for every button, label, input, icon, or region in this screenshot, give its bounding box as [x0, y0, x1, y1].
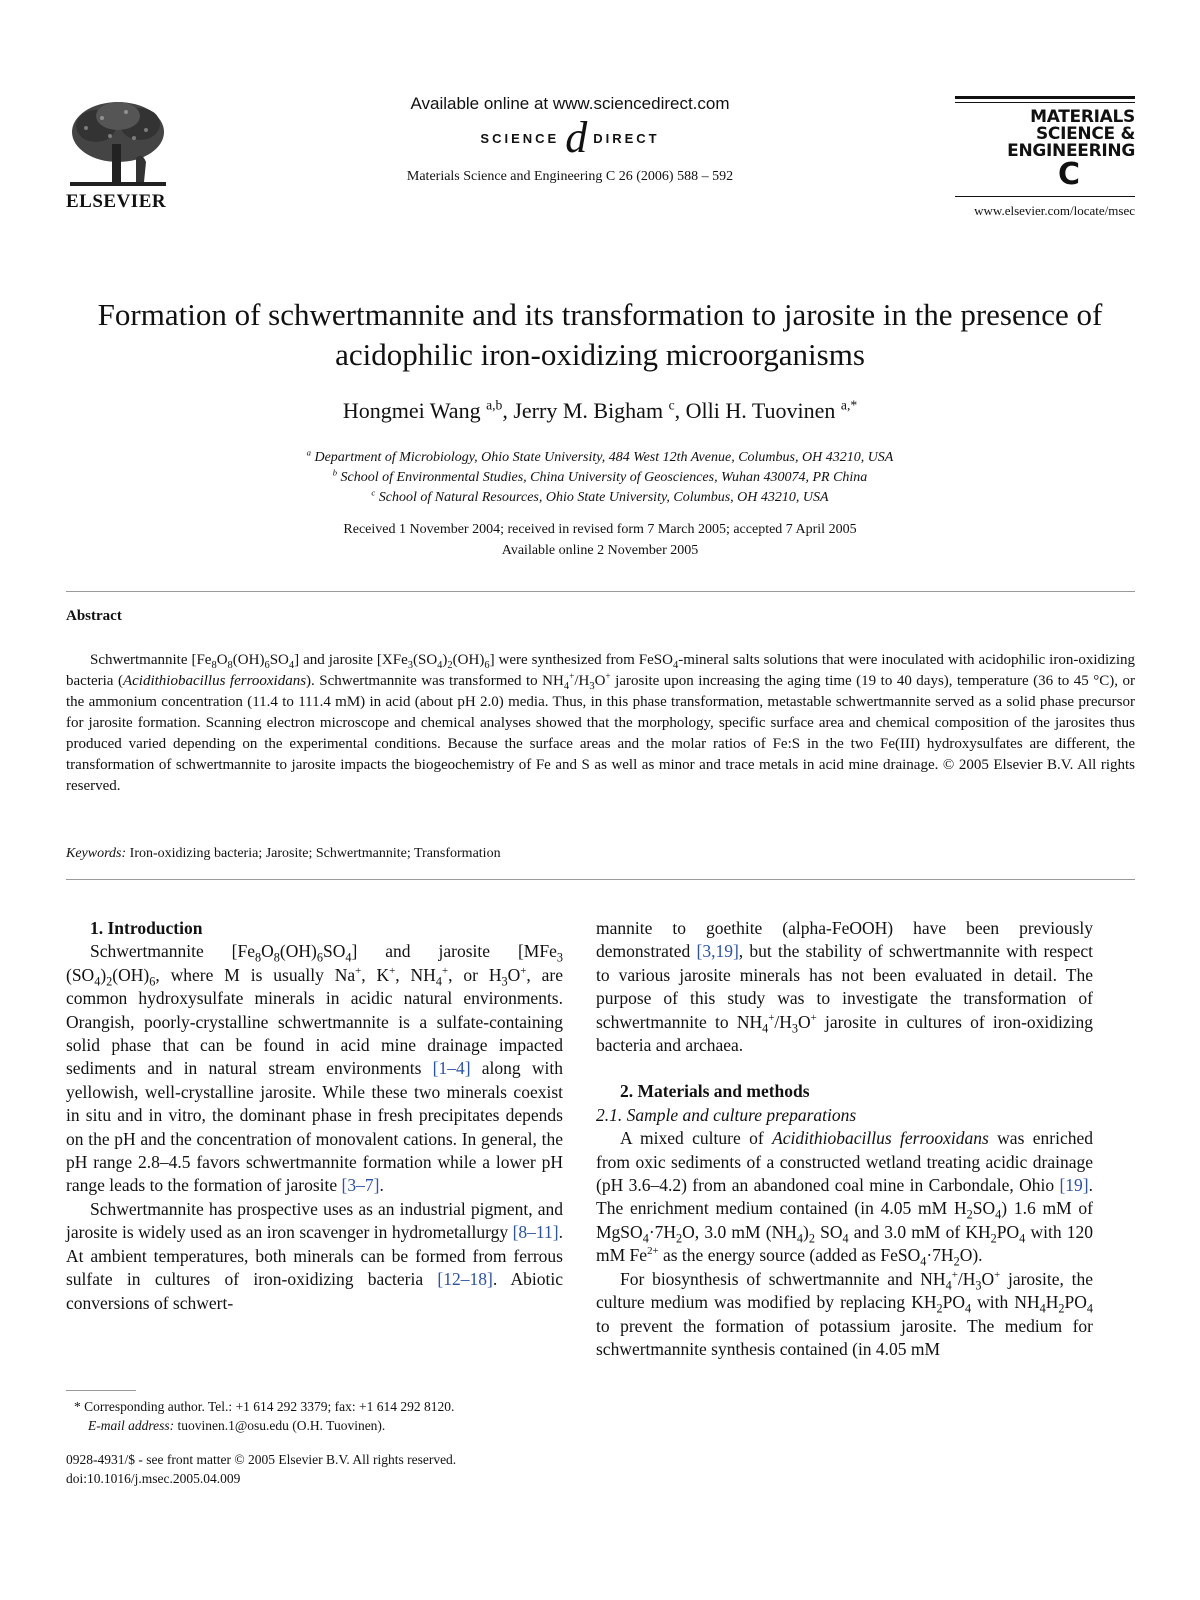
paragraph: Schwertmannite $[Fe_8O_8(OH)_6SO_4]$ and jarosite [MFe$_3$ $(SO_4)_2(OH)_6$, where M is usually Na+, K+, $NH_4^+$, or $H_3O^+$, are common hydroxysulfate minerals in acidic natural environments. Orangish, poorly-crystalline schwertmannite is a sulfate-containing solid phase that can be found in acid mine drainage impacted sediments and in natural stream environments [1–4] along with yellowish, well-crystalline jarosite. While these two minerals coexist in situ and in vitro, the dominant phase in fresh precipitates depends on the pH and the concentration of monovalent cations. In general, the pH range 2.8–4.5 favors schwertmannite formation while a lower pH range leads to the formation of jarosite [3–7].	[66, 941, 563, 1196]
front-matter	[66, 1450, 456, 1488]
online-date: Available online 2 November 2005	[501, 543, 699, 558]
sd-logo-right: DIRECT	[593, 130, 660, 146]
affiliation-text: Department of Microbiology, Ohio State University, 484 West 12th Avenue, Columbus, OH 43210, USA	[314, 450, 894, 465]
footnote	[66, 1397, 563, 1435]
affiliation	[60, 488, 1140, 508]
author-affil-mark: a,b	[486, 397, 503, 413]
author-separator: ,	[674, 398, 686, 423]
author-name[interactable]: Jerry M. Bigham	[513, 398, 664, 423]
affiliation-mark: c	[371, 487, 376, 498]
article-dates	[60, 519, 1140, 561]
elsevier-logo	[66, 98, 176, 213]
journal-logo-line: ENGINEERING	[1007, 141, 1135, 161]
paragraph: A mixed culture of Acidithiobacillus ferrooxidans was enriched from oxic sediments of a constructed wetland treating acidic drainage (pH 3.6–4.2) from an abandoned coal mine in Carbondale, Ohio [19]. The enrichment medium contained (in 4.05 mM $H_2SO_4$) 1.6 mM of $MgSO_4\cdot 7H_2O$, 3.0 mM $(NH_4)_2$ $SO_4$ and 3.0 mM of $KH_2PO_4$ with 120 mM $Fe^{2+}$ as the energy source (added as $FeSO_4\cdot 7H_2O$).	[596, 1128, 1093, 1269]
affiliation	[60, 448, 1140, 468]
journal-logo-rule	[955, 96, 1135, 99]
article-title: Formation of schwertmannite and its transformation to jarosite in the presence of acidophilic iron-oxidizing microorganisms	[97, 297, 1103, 372]
author-name[interactable]: Olli H. Tuovinen	[685, 398, 836, 423]
divider	[66, 591, 1135, 592]
footnote-rule	[66, 1390, 136, 1391]
email-address[interactable]: tuovinen.1@osu.edu (O.H. Tuovinen).	[177, 1418, 386, 1433]
paragraph: Schwertmannite has prospective uses as an industrial pigment, and jarosite is widely used as an iron scavenger in hydrometallurgy [8–11]. At ambient temperatures, both minerals can be formed from ferrous sulfate in cultures of iron-oxidizing bacteria [12–18]. Abiotic conversions of schwert-	[66, 1198, 563, 1313]
email-line	[66, 1416, 563, 1435]
abstract-copyright: © 2005 Elsevier B.V. All rights reserved.	[66, 757, 1135, 794]
abstract-body	[66, 650, 1135, 797]
issn-line: 0928-4931/$ - see front matter © 2005 Elsevier B.V. All rights reserved.	[66, 1452, 457, 1467]
journal-logo-line: MATERIALS	[1030, 107, 1135, 127]
sciencedirect-logo	[360, 113, 780, 162]
abstract-text: Schwertmannite $[Fe_8O_8(OH)_6SO_4]$ and jarosite $[XFe_3(SO_4)_2(OH)_6]$ were synthesized from FeSO$_4$-mineral salts solutions that were inoculated with acidophilic iron-oxidizing bacteria (Acidithiobacillus ferrooxidans). Schwertmannite was transformed to $NH_4^+/H_3O^+$ jarosite upon increasing the aging time (19 to 40 days), temperature (36 to 45 °C), or the ammonium concentration (11.4 to 111.4 mM) in acid (about pH 2.0) media. Thus, in this phase transformation, metastable schwertmannite served as a solid phase precursor for jarosite formation. Scanning electron microscope and chemical analyses showed that the morphology, specific surface area and chemical composition of the jarosites thus produced varied depending on the experimental conditions. Because the surface areas and the molar ratios of Fe:S in the two Fe(III) hydroxysulfates are different, the transformation of schwertmannite to jarosite impacts the biogeochemistry of Fe and S as well as minor and trace metals in acid mine drainage.	[66, 652, 1135, 773]
sciencedirect-block	[360, 94, 780, 185]
corresponding-author: * Corresponding author. Tel.: +1 614 292 3379; fax: +1 614 292 8120.	[74, 1399, 455, 1414]
journal-logo-rule	[955, 102, 1135, 103]
affiliation-text: School of Natural Resources, Ohio State University, Columbus, OH 43210, USA	[378, 490, 829, 505]
divider	[66, 879, 1135, 880]
affiliation	[60, 468, 1140, 488]
journal-citation: Materials Science and Engineering C 26 (2006) 588 – 592	[406, 169, 734, 184]
affiliations	[60, 448, 1140, 508]
author-affil-mark: a,*	[840, 397, 858, 413]
journal-url[interactable]: www.elsevier.com/locate/msec	[955, 196, 1135, 219]
section-heading: 2. Materials and methods	[620, 1081, 810, 1102]
journal-logo-line: SCIENCE &	[1035, 124, 1135, 144]
sd-logo-at-icon: d	[565, 113, 588, 162]
subsection-heading: 2.1. Sample and culture preparations	[596, 1104, 857, 1125]
author-name[interactable]: Hongmei Wang	[342, 398, 481, 423]
email-label: E-mail address:	[88, 1418, 175, 1433]
affiliation-text: School of Environmental Studies, China University of Geosciences, Wuhan 430074, PR China	[340, 470, 868, 485]
paragraph: For biosynthesis of schwertmannite and $NH_4^+/H_3O^+$ jarosite, the culture medium was modified by replacing $KH_2PO_4$ with $NH_4H_2PO_4$ to prevent the formation of potassium jarosite. The medium for schwertmannite synthesis contained (in 4.05 mM	[596, 1268, 1094, 1359]
keywords	[66, 846, 501, 862]
section-heading: 1. Introduction	[90, 918, 203, 938]
author-separator: ,	[502, 398, 514, 423]
doi-line[interactable]: doi:10.1016/j.msec.2005.04.009	[66, 1471, 241, 1486]
journal-logo-letter: C	[1057, 157, 1080, 192]
paragraph: mannite to goethite (alpha-FeOOH) have been previously demonstrated [3,19], but the stability of schwertmannite with respect to various jarosite minerals has not been evaluated in detail. The purpose of this study was to investigate the transformation of schwertmannite to $NH_4^+/H_3O^+$ jarosite in cultures of iron-oxidizing bacteria and archaea.	[596, 918, 1094, 1056]
affiliation-mark: a	[306, 447, 311, 458]
body-column-right	[596, 917, 1093, 1361]
keywords-label: Keywords:	[66, 846, 127, 861]
publisher-name: ELSEVIER	[66, 191, 167, 212]
journal-logo	[955, 96, 1135, 219]
received-dates: Received 1 November 2004; received in revised form 7 March 2005; accepted 7 April 2005	[343, 522, 857, 537]
elsevier-tree-icon	[66, 98, 170, 190]
body-column-left	[66, 917, 563, 1315]
sd-logo-left: SCIENCE	[480, 130, 560, 146]
author-affil-mark: c	[668, 397, 675, 413]
author-list	[60, 398, 1140, 424]
abstract-heading: Abstract	[66, 608, 122, 624]
journal-logo-text	[955, 109, 1135, 160]
keywords-list: Iron-oxidizing bacteria; Jarosite; Schwertmannite; Transformation	[129, 846, 501, 861]
affiliation-mark: b	[332, 467, 338, 478]
available-online-text: Available online at www.sciencedirect.com	[410, 94, 730, 113]
